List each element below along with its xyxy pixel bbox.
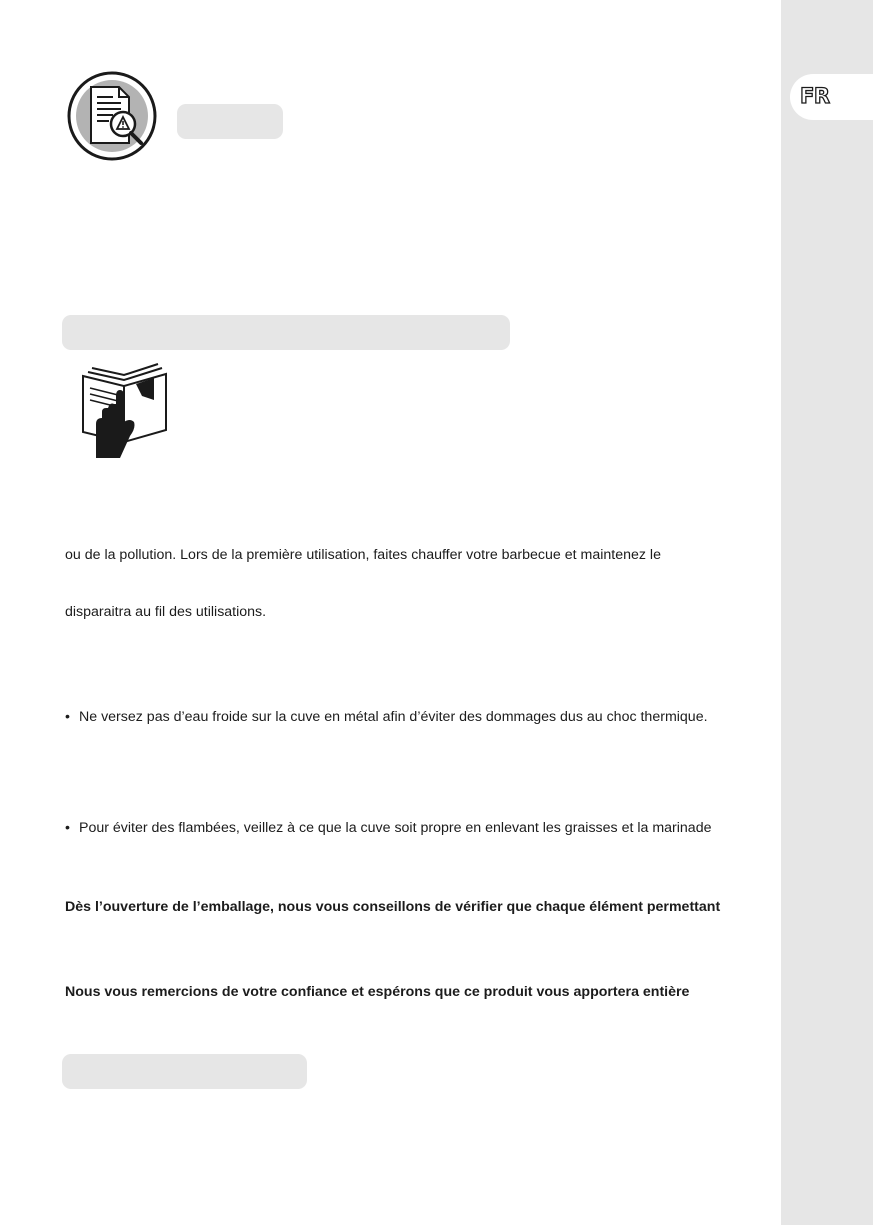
bullet-marker: • bbox=[65, 709, 70, 725]
section-heading-placeholder bbox=[62, 1054, 307, 1089]
bold-notice-line: Dès l’ouverture de l’emballage, nous vous conseillons de vérifier que chaque élément permettant bbox=[65, 899, 721, 915]
section-heading-placeholder bbox=[177, 104, 283, 139]
bold-notice-line: Nous vous remercions de votre confiance et espérons que ce produit vous apportera entière bbox=[65, 984, 690, 1000]
body-text-line: disparaitra au fil des utilisations. bbox=[65, 604, 267, 620]
bullet-text: Ne versez pas d’eau froide sur la cuve en métal afin d’éviter des dommages dus au choc thermique. bbox=[79, 709, 708, 725]
bullet-text: Pour éviter des flambées, veillez à ce que la cuve soit propre en enlevant les graisses et la marinade bbox=[79, 820, 712, 836]
bullet-marker: • bbox=[65, 820, 70, 836]
document-warning-magnifier-icon bbox=[67, 71, 157, 161]
right-sidebar bbox=[781, 0, 873, 1225]
read-manual-icon bbox=[80, 362, 170, 460]
language-label: FR bbox=[800, 84, 830, 108]
body-text-line: ou de la pollution. Lors de la première utilisation, faites chauffer votre barbecue et maintenez le bbox=[65, 547, 661, 563]
section-heading-placeholder bbox=[62, 315, 510, 350]
language-tab bbox=[790, 74, 873, 120]
